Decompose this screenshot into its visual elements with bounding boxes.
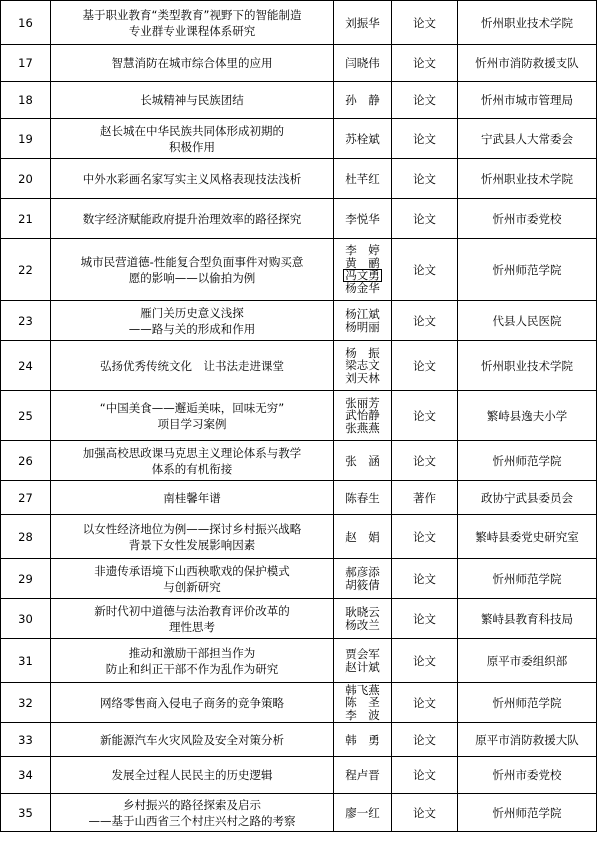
work-type: 论文 bbox=[392, 794, 458, 832]
author-name: 闫晓伟 bbox=[345, 56, 380, 70]
author-name: 贾会军 bbox=[345, 647, 380, 661]
organization: 代县人民医院 bbox=[458, 301, 597, 341]
author-cell bbox=[334, 301, 392, 341]
row-number: 16 bbox=[1, 1, 51, 45]
title-line: 非遗传承语境下山西秧歌戏的保护模式 bbox=[94, 563, 290, 578]
work-type: 论文 bbox=[392, 723, 458, 757]
title-line: 智慧消防在城市综合体里的应用 bbox=[111, 56, 273, 70]
organization: 忻州职业技术学院 bbox=[458, 159, 597, 199]
author-name: 陈 圣 bbox=[345, 695, 380, 710]
paper-title bbox=[51, 119, 334, 159]
organization: 忻州市城市管理局 bbox=[458, 82, 597, 119]
author-name: 孙 静 bbox=[345, 93, 380, 107]
work-type: 论文 bbox=[392, 639, 458, 683]
title-line: 以女性经济地位为例——探讨乡村振兴战略 bbox=[82, 521, 302, 536]
table-row bbox=[1, 515, 597, 559]
organization: 繁峙县委党史研究室 bbox=[458, 515, 597, 559]
author-name: 张燕燕 bbox=[345, 420, 380, 435]
table-row bbox=[1, 341, 597, 391]
author-name: 杨 振 bbox=[345, 345, 380, 360]
organization: 忻州师范学院 bbox=[458, 441, 597, 481]
author-name: 杨金华 bbox=[345, 281, 380, 296]
paper-title bbox=[51, 794, 334, 832]
row-number: 30 bbox=[1, 599, 51, 639]
organization: 忻州职业技术学院 bbox=[458, 1, 597, 45]
title-line: 乡村振兴的路径探索及启示 bbox=[123, 797, 261, 812]
row-number: 28 bbox=[1, 515, 51, 559]
organization: 繁峙县逸夫小学 bbox=[458, 391, 597, 441]
table-row bbox=[1, 199, 597, 239]
row-number: 21 bbox=[1, 199, 51, 239]
author-name: 李 波 bbox=[345, 707, 380, 722]
author-name: 韩 勇 bbox=[345, 732, 380, 747]
paper-title bbox=[51, 391, 334, 441]
table-row bbox=[1, 757, 597, 794]
author-cell bbox=[334, 1, 392, 45]
title-line: 理性思考 bbox=[169, 619, 215, 634]
row-number: 22 bbox=[1, 239, 51, 301]
table-row bbox=[1, 559, 597, 599]
row-number: 20 bbox=[1, 159, 51, 199]
table-row bbox=[1, 239, 597, 301]
author-name: 张丽芳 bbox=[345, 395, 380, 410]
work-type: 论文 bbox=[392, 1, 458, 45]
author-name: 程卢晋 bbox=[345, 768, 380, 782]
row-number: 26 bbox=[1, 441, 51, 481]
table-row bbox=[1, 82, 597, 119]
author-name: 武怡静 bbox=[345, 408, 380, 423]
paper-title bbox=[51, 599, 334, 639]
work-type: 论文 bbox=[392, 45, 458, 82]
organization: 原平市委组织部 bbox=[458, 639, 597, 683]
title-line: 南桂馨年谱 bbox=[163, 490, 221, 505]
work-type: 论文 bbox=[392, 119, 458, 159]
work-type: 论文 bbox=[392, 159, 458, 199]
title-line: “中国美食——邂逅美味，回味无穷” bbox=[99, 400, 285, 415]
author-name: 黄 鹂 bbox=[345, 255, 380, 270]
title-line: 雁门关历史意义浅探 bbox=[140, 305, 244, 320]
author-cell bbox=[334, 723, 392, 757]
organization: 忻州师范学院 bbox=[458, 559, 597, 599]
author-name: 郝彦添 bbox=[345, 565, 380, 579]
author-cell bbox=[334, 481, 392, 515]
work-type: 论文 bbox=[392, 301, 458, 341]
author-name: 刘振华 bbox=[345, 15, 380, 30]
row-number: 19 bbox=[1, 119, 51, 159]
title-line: 推动和激励干部担当作为 bbox=[128, 645, 256, 660]
paper-title bbox=[51, 559, 334, 599]
title-line: 网络零售商入侵电子商务的竞争策略 bbox=[100, 695, 284, 710]
title-line: 新时代初中道德与法治教育评价改革的 bbox=[94, 603, 290, 618]
author-name: 杨明丽 bbox=[345, 319, 380, 334]
author-name: 韩飞燕 bbox=[345, 682, 380, 697]
work-type: 论文 bbox=[392, 391, 458, 441]
paper-title bbox=[51, 45, 334, 82]
author-name: 冯文勇 bbox=[345, 268, 380, 283]
table-row bbox=[1, 119, 597, 159]
table-row bbox=[1, 723, 597, 757]
work-type: 论文 bbox=[392, 239, 458, 301]
author-name: 张 涵 bbox=[345, 453, 380, 468]
title-line: 基于职业教育“类型教育”视野下的智能制造 bbox=[82, 7, 302, 22]
author-name: 陈春生 bbox=[345, 490, 380, 505]
paper-title bbox=[51, 441, 334, 481]
author-cell bbox=[334, 341, 392, 391]
paper-title bbox=[51, 757, 334, 794]
paper-title bbox=[51, 82, 334, 119]
author-cell bbox=[334, 559, 392, 599]
author-name: 杨改兰 bbox=[345, 617, 380, 632]
author-cell bbox=[334, 391, 392, 441]
author-name: 杜芊红 bbox=[345, 171, 380, 186]
title-line: 长城精神与民族团结 bbox=[140, 93, 244, 107]
author-name: 苏栓斌 bbox=[345, 131, 380, 146]
work-type: 论文 bbox=[392, 341, 458, 391]
author-name: 刘天林 bbox=[345, 370, 380, 385]
author-name: 廖一红 bbox=[345, 805, 380, 820]
row-number: 33 bbox=[1, 723, 51, 757]
paper-title bbox=[51, 723, 334, 757]
author-cell bbox=[334, 159, 392, 199]
title-line: 发展全过程人民民主的历史逻辑 bbox=[111, 768, 273, 782]
row-number: 27 bbox=[1, 481, 51, 515]
paper-title bbox=[51, 159, 334, 199]
paper-title bbox=[51, 515, 334, 559]
organization: 忻州职业技术学院 bbox=[458, 341, 597, 391]
organization: 忻州市委党校 bbox=[458, 757, 597, 794]
paper-title bbox=[51, 683, 334, 723]
author-cell bbox=[334, 794, 392, 832]
title-line: 中外水彩画名家写实主义风格表现技法浅析 bbox=[82, 171, 302, 186]
title-line: 专业群专业课程体系研究 bbox=[128, 23, 256, 38]
organization: 忻州师范学院 bbox=[458, 794, 597, 832]
author-name: 梁志文 bbox=[345, 358, 380, 373]
author-cell bbox=[334, 515, 392, 559]
work-type: 论文 bbox=[392, 515, 458, 559]
work-type: 论文 bbox=[392, 683, 458, 723]
title-line: ——路与关的形成和作用 bbox=[128, 321, 256, 336]
author-name: 赵计斌 bbox=[345, 659, 380, 674]
organization: 繁峙县教育科技局 bbox=[458, 599, 597, 639]
author-cell bbox=[334, 757, 392, 794]
author-cell bbox=[334, 82, 392, 119]
author-name: 李 婷 bbox=[345, 243, 380, 258]
table-row bbox=[1, 683, 597, 723]
author-cell bbox=[334, 239, 392, 301]
row-number: 23 bbox=[1, 301, 51, 341]
paper-title bbox=[51, 481, 334, 515]
table-row bbox=[1, 45, 597, 82]
row-number: 18 bbox=[1, 82, 51, 119]
title-line: 项目学习案例 bbox=[157, 416, 227, 431]
author-cell bbox=[334, 45, 392, 82]
organization: 政协宁武县委员会 bbox=[458, 481, 597, 515]
organization: 宁武县人大常委会 bbox=[458, 119, 597, 159]
table-row bbox=[1, 599, 597, 639]
author-name: 胡筱倩 bbox=[345, 577, 380, 592]
organization: 忻州市委党校 bbox=[458, 199, 597, 239]
row-number: 32 bbox=[1, 683, 51, 723]
table-row bbox=[1, 301, 597, 341]
author-name: 杨江斌 bbox=[345, 307, 380, 321]
organization: 忻州市消防救援支队 bbox=[458, 45, 597, 82]
title-line: 愿的影响——以偷拍为例 bbox=[128, 270, 256, 285]
paper-title bbox=[51, 199, 334, 239]
table-row bbox=[1, 794, 597, 832]
author-cell bbox=[334, 639, 392, 683]
table-row bbox=[1, 441, 597, 481]
author-cell bbox=[334, 119, 392, 159]
work-type: 论文 bbox=[392, 757, 458, 794]
work-type: 论文 bbox=[392, 199, 458, 239]
work-type: 著作 bbox=[392, 481, 458, 515]
table-row bbox=[1, 391, 597, 441]
title-line: ——基于山西省三个村庄兴村之路的考察 bbox=[88, 813, 296, 828]
title-line: 新能源汽车火灾风险及安全对策分析 bbox=[100, 732, 284, 747]
title-line: 积极作用 bbox=[169, 139, 215, 154]
paper-title bbox=[51, 301, 334, 341]
title-line: 赵长城在中华民族共同体形成初期的 bbox=[100, 123, 284, 138]
row-number: 34 bbox=[1, 757, 51, 794]
organization: 忻州师范学院 bbox=[458, 683, 597, 723]
title-line: 加强高校思政课马克思主义理论体系与教学 bbox=[82, 445, 302, 460]
paper-title bbox=[51, 1, 334, 45]
author-name: 赵 娟 bbox=[345, 529, 380, 544]
title-line: 体系的有机衔接 bbox=[151, 461, 233, 476]
row-number: 29 bbox=[1, 559, 51, 599]
row-number: 24 bbox=[1, 341, 51, 391]
paper-title bbox=[51, 239, 334, 301]
title-line: 与创新研究 bbox=[163, 579, 221, 594]
table-row bbox=[1, 481, 597, 515]
table-row bbox=[1, 159, 597, 199]
work-type: 论文 bbox=[392, 82, 458, 119]
work-type: 论文 bbox=[392, 441, 458, 481]
row-number: 17 bbox=[1, 45, 51, 82]
title-line: 数字经济赋能政府提升治理效率的路径探究 bbox=[82, 211, 302, 226]
title-line: 防止和纠正干部不作为乱作为研究 bbox=[105, 661, 279, 676]
title-line: 城市民营道德-性能复合型负面事件对购买意 bbox=[80, 254, 304, 269]
work-type: 论文 bbox=[392, 599, 458, 639]
author-cell bbox=[334, 199, 392, 239]
author-name: 李悦华 bbox=[345, 211, 380, 226]
author-cell bbox=[334, 441, 392, 481]
organization: 忻州师范学院 bbox=[458, 239, 597, 301]
author-cell bbox=[334, 683, 392, 723]
table-body bbox=[1, 1, 597, 832]
table-row bbox=[1, 1, 597, 45]
row-number: 31 bbox=[1, 639, 51, 683]
title-line: 弘扬优秀传统文化 让书法走进课堂 bbox=[100, 358, 284, 373]
row-number: 25 bbox=[1, 391, 51, 441]
work-type: 论文 bbox=[392, 559, 458, 599]
table-row bbox=[1, 639, 597, 683]
row-number: 35 bbox=[1, 794, 51, 832]
paper-title bbox=[51, 639, 334, 683]
organization: 原平市消防救援大队 bbox=[458, 723, 597, 757]
author-name: 耿晓云 bbox=[345, 605, 380, 619]
author-cell bbox=[334, 599, 392, 639]
paper-title bbox=[51, 341, 334, 391]
title-line: 背景下女性发展影响因素 bbox=[128, 537, 256, 552]
